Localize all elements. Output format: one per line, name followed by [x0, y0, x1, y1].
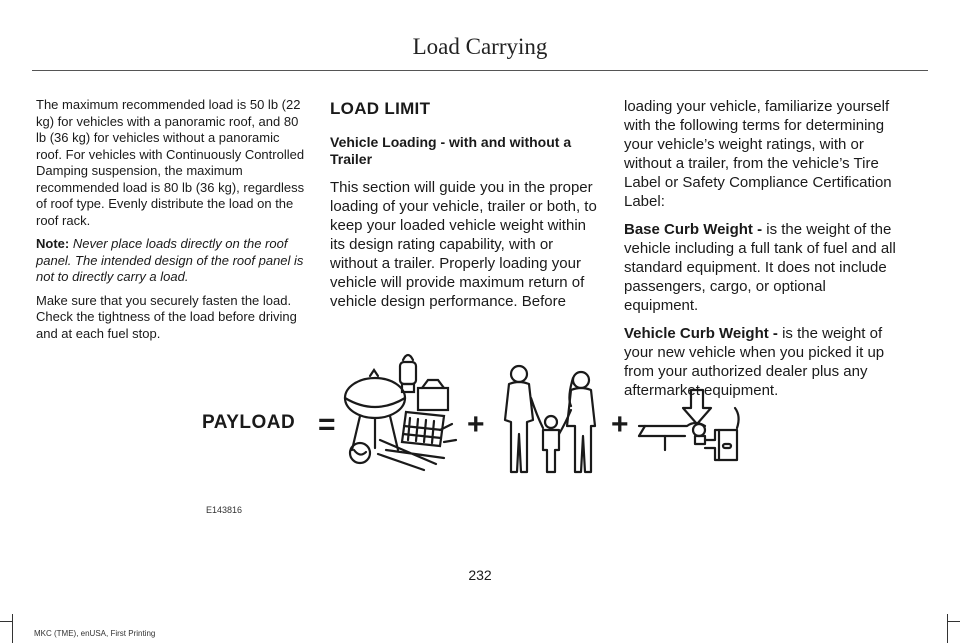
note-paragraph: [36, 236, 308, 286]
roof-load-paragraph: The maximum recommended load is 50 lb (22 kg) for vehicles with a panoramic roof, and 80 lb (36 kg) for vehicles without a panoramic roof. For vehicles with Continuously Controlled Damping suspension, the maximum recommended load is 80 lb (36 kg), regardless of roof type. Evenly distribute the load on the roof rack.: [36, 97, 305, 228]
page-title: Load Carrying: [412, 34, 548, 59]
terms-intro-paragraph: loading your vehicle, familiarize yourself with the following terms for determining your vehicle’s weight ratings, with or without a trailer, from the vehicle’s Tire Label or Safety Compliance Certification Label:: [624, 98, 892, 210]
crop-mark: [0, 621, 12, 622]
vehicle-curb-weight-term: Vehicle Curb Weight -: [624, 325, 778, 342]
header-rule: [32, 70, 928, 71]
crop-mark: [948, 621, 960, 622]
vehicle-curb-weight-definition: is the weight of your new vehicle when you picked it up from your authorized dealer plus any aftermarket equipment.: [624, 325, 885, 399]
base-curb-weight-term: Base Curb Weight -: [624, 221, 763, 238]
base-curb-weight-definition: is the weight of the vehicle including a full tank of fuel and all standard equipment. It does not include passengers, cargo, or optional equipment.: [624, 221, 896, 314]
cargo-illustration-icon: [340, 350, 460, 475]
crop-mark: [12, 614, 13, 643]
note-text: Never place loads directly on the roof panel. The intended design of the roof panel is not to directly carry a load.: [36, 236, 304, 284]
page-number: 232: [468, 567, 492, 583]
printing-info: MKC (TME), enUSA, First Printing: [34, 629, 156, 638]
crop-mark: [947, 614, 948, 643]
subheading: Vehicle Loading - with and without a Trailer: [330, 134, 572, 167]
base-curb-weight-paragraph: [624, 220, 896, 315]
payload-figure: [190, 350, 750, 480]
section-heading: LOAD LIMIT: [330, 99, 431, 118]
plus-sign: +: [611, 408, 629, 441]
family-illustration-icon: [495, 350, 605, 475]
figure-code: E143816: [206, 505, 243, 515]
equals-sign: =: [318, 408, 336, 441]
payload-label: PAYLOAD: [202, 412, 296, 433]
column-middle: [330, 97, 602, 320]
fasten-load-paragraph: Make sure that you securely fasten the load. Check the tightness of the load before driving and at each fuel stop.: [36, 292, 297, 341]
plus-sign: +: [467, 408, 485, 441]
note-label: Note:: [36, 236, 70, 251]
loading-intro-paragraph: This section will guide you in the proper loading of your vehicle, trailer or both, to keep your loaded vehicle weight within its design rating capability, with or without a trailer. Properly loading your vehicle will provide maximum return of vehicle design performance. Before: [330, 179, 597, 310]
trailer-hitch-illustration-icon: [635, 350, 745, 475]
column-left: [36, 97, 308, 349]
